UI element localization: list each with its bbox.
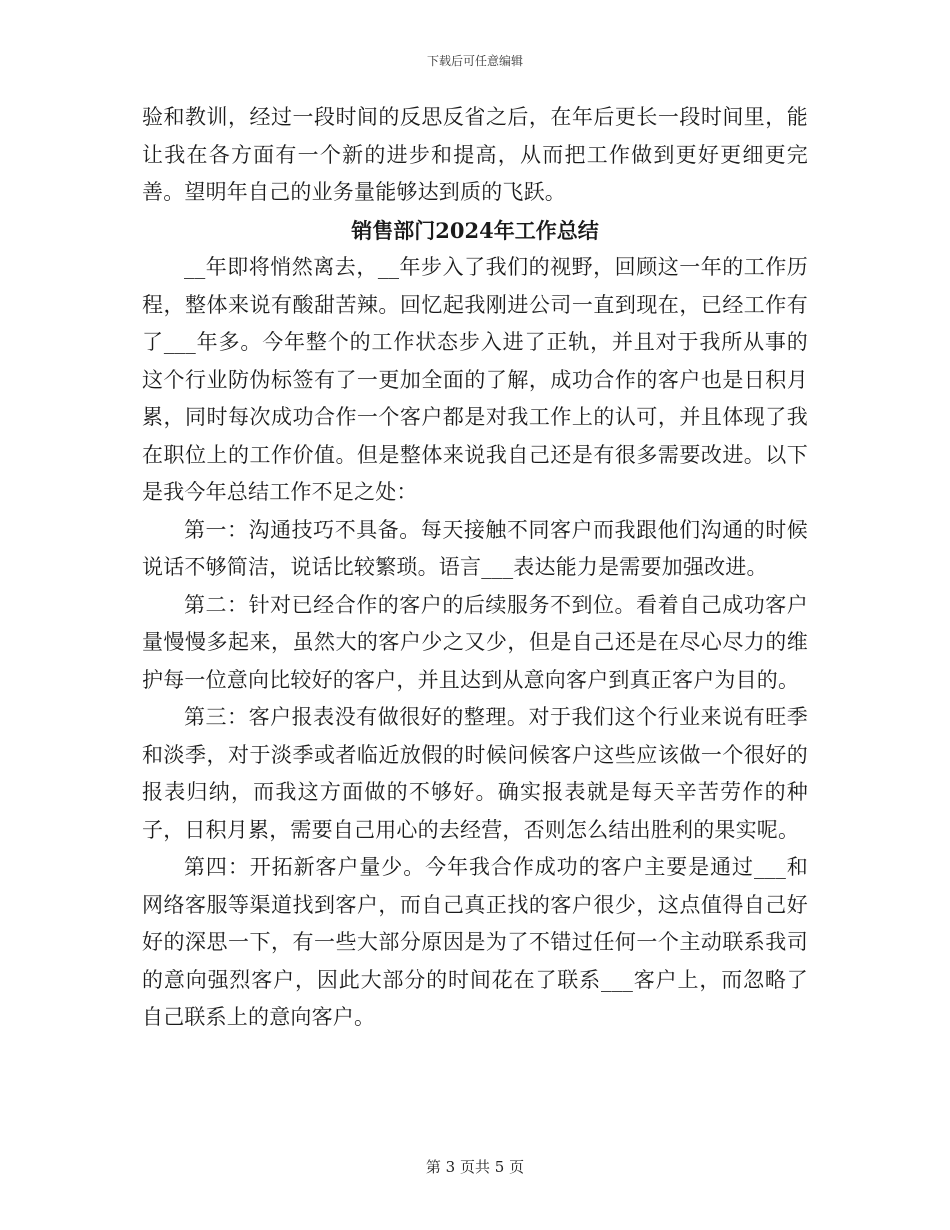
document-title: 销售部门2024年工作总结 xyxy=(351,217,599,243)
document-body xyxy=(142,99,808,1037)
paragraph-point-1: 第一：沟通技巧不具备。每天接触不同客户而我跟他们沟通的时候说话不够简洁，说话比较繁琐。语言___表达能力是需要加强改进。 xyxy=(142,517,808,579)
page-header: 下载后可任意编辑 xyxy=(426,54,523,68)
paragraph-point-3: 第三：客户报表没有做很好的整理。对于我们这个行业来说有旺季和淡季，对于淡季或者临近放假的时候问候客户这些应该做一个很好的报表归纳，而我这方面做的不够好。确实报表就是每天辛苦劳作的种子，日积月累，需要自己用心的去经营，否则怎么结出胜利的果实呢。 xyxy=(142,705,808,842)
paragraph-overview: __年即将悄然离去，__年步入了我们的视野，回顾这一年的工作历程，整体来说有酸甜苦辣。回忆起我刚进公司一直到现在，已经工作有了___年多。今年整个的工作状态步入进了正轨，并且对于我所从事的这个行业防伪标签有了一更加全面的了解，成功合作的客户也是日积月累，同时每次成功合作一个客户都是对我工作上的认可，并且体现了我在职位上的工作价值。但是整体来说我自己还是有很多需要改进。以下是我今年总结工作不足之处： xyxy=(142,255,808,504)
paragraph-point-2: 第二：针对已经合作的客户的后续服务不到位。看着自己成功客户量慢慢多起来，虽然大的客户少之又少，但是自己还是在尽心尽力的维护每一位意向比较好的客户，并且达到从意向客户到真正客户为目的。 xyxy=(142,592,808,692)
intro-paragraph: 验和教训，经过一段时间的反思反省之后，在年后更长一段时间里，能让我在各方面有一个新的进步和提高，从而把工作做到更好更细更完善。望明年自己的业务量能够达到质的飞跃。 xyxy=(142,105,808,204)
page-footer: 第 3 页共 5 页 xyxy=(425,1158,525,1176)
paragraph-point-4: 第四：开拓新客户量少。今年我合作成功的客户主要是通过___和网络客服等渠道找到客户，而自己真正找的客户很少，这点值得自己好好的深思一下，有一些大部分原因是为了不错过任何一个主动联系我司的意向强烈客户，因此大部分的时间花在了联系___客户上，而忽略了自己联系上的意向客户。 xyxy=(142,855,808,1029)
